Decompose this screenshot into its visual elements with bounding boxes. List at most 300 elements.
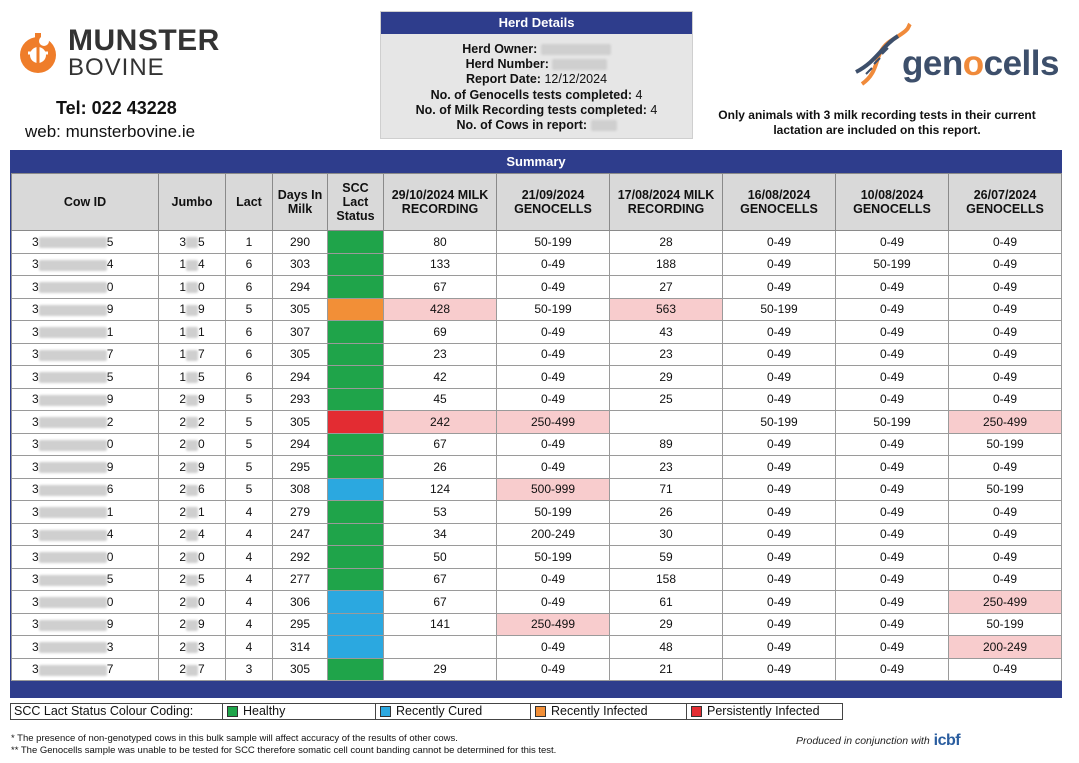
- test-5-cell: 0-49: [836, 523, 949, 546]
- redacted-digits: [39, 665, 107, 676]
- cow-id-last: 0: [106, 549, 114, 564]
- jumbo-cell: [159, 591, 226, 614]
- jumbo-first: 2: [179, 482, 186, 497]
- test-5-cell: 0-49: [836, 613, 949, 636]
- test-3-cell: 71: [610, 478, 723, 501]
- legend-label-recently-infected: Recently Infected: [551, 704, 648, 718]
- table-row: [12, 276, 1062, 299]
- jumbo-first: 2: [179, 639, 186, 654]
- redacted-digits: [186, 485, 198, 496]
- cow-id-first: 3: [32, 234, 39, 249]
- test-2-cell: 0-49: [497, 276, 610, 299]
- herd-number-line: [381, 57, 692, 72]
- cow-id-cell: [12, 478, 159, 501]
- test-5-cell: 0-49: [836, 298, 949, 321]
- herd-details-panel: [380, 11, 693, 139]
- test-1-cell: 50: [384, 546, 497, 569]
- redacted-herd-number: [552, 59, 607, 70]
- jumbo-last: 4: [198, 257, 205, 272]
- cow-id-first: 3: [32, 482, 39, 497]
- brand-name-line1: MUNSTER: [68, 24, 220, 57]
- redacted-digits: [186, 350, 198, 361]
- test-6-cell: 0-49: [949, 456, 1062, 479]
- days-in-milk-cell: 305: [273, 411, 328, 434]
- test-3-cell: 29: [610, 613, 723, 636]
- cow-id-last: 5: [106, 572, 114, 587]
- table-bottom-bar: [11, 681, 1061, 697]
- redacted-digits: [186, 642, 198, 653]
- test-2-cell: 0-49: [497, 433, 610, 456]
- cow-id-last: 7: [106, 347, 114, 362]
- scc-status-cell: [328, 231, 384, 254]
- test-2-cell: 0-49: [497, 321, 610, 344]
- legend-item-persistently-infected: [687, 704, 842, 719]
- test-4-cell: 0-49: [723, 456, 836, 479]
- redacted-digits: [39, 462, 107, 473]
- lact-cell: 5: [226, 298, 273, 321]
- test-2-cell: 50-199: [497, 298, 610, 321]
- cow-id-first: 3: [32, 257, 39, 272]
- lact-cell: 5: [226, 456, 273, 479]
- redacted-digits: [39, 237, 107, 248]
- legend-label-persistently-infected: Persistently Infected: [707, 704, 820, 718]
- lact-cell: 4: [226, 501, 273, 524]
- test-5-cell: 0-49: [836, 321, 949, 344]
- test-5-cell: 0-49: [836, 568, 949, 591]
- table-row: [12, 366, 1062, 389]
- scc-status-cell: [328, 276, 384, 299]
- genocells-wordmark: [902, 44, 1059, 84]
- jumbo-first: 2: [179, 572, 186, 587]
- test-5-cell: 0-49: [836, 343, 949, 366]
- cow-id-last: 7: [106, 662, 114, 677]
- cow-id-cell: [12, 388, 159, 411]
- cows-label: No. of Cows in report:: [456, 118, 588, 133]
- herd-owner-label: Herd Owner:: [462, 42, 538, 56]
- cow-id-cell: [12, 433, 159, 456]
- test-4-cell: 50-199: [723, 298, 836, 321]
- cow-id-last: 6: [106, 482, 114, 497]
- cow-id-first: 3: [32, 437, 39, 452]
- test-5-cell: 0-49: [836, 456, 949, 479]
- cow-id-first: 3: [32, 414, 39, 429]
- jumbo-cell: [159, 433, 226, 456]
- test-2-cell: 0-49: [497, 568, 610, 591]
- munster-bovine-logo-icon: [14, 29, 62, 77]
- test-1-cell: 67: [384, 433, 497, 456]
- cow-id-last: 4: [106, 257, 114, 272]
- redacted-digits: [39, 350, 107, 361]
- jumbo-first: 2: [179, 414, 186, 429]
- test-6-cell: 0-49: [949, 523, 1062, 546]
- cow-id-last: 2: [106, 414, 114, 429]
- jumbo-cell: [159, 658, 226, 681]
- test-2-cell: 250-499: [497, 613, 610, 636]
- test-4-cell: 0-49: [723, 523, 836, 546]
- test-6-cell: 250-499: [949, 411, 1062, 434]
- days-in-milk-cell: 305: [273, 658, 328, 681]
- cow-id-last: 0: [106, 437, 114, 452]
- footnote-1: * The presence of non-genotyped cows in this bulk sample will affect accuracy of the results of other cows.: [11, 733, 458, 744]
- cow-id-cell: [12, 636, 159, 659]
- jumbo-last: 0: [198, 279, 205, 294]
- days-in-milk-cell: 292: [273, 546, 328, 569]
- jumbo-last: 6: [198, 482, 205, 497]
- jumbo-cell: [159, 388, 226, 411]
- produced-in-conjunction: [796, 732, 960, 750]
- test-3-cell: 61: [610, 591, 723, 614]
- header-jumbo: Jumbo: [159, 174, 226, 231]
- jumbo-last: 7: [198, 662, 205, 677]
- cow-id-cell: [12, 546, 159, 569]
- redacted-digits: [186, 620, 198, 631]
- lact-cell: 5: [226, 388, 273, 411]
- days-in-milk-cell: 295: [273, 456, 328, 479]
- cow-id-last: 1: [106, 324, 114, 339]
- test-3-cell: 563: [610, 298, 723, 321]
- geno-tests-value: 4: [635, 87, 643, 102]
- genocells-word-part3: cells: [983, 44, 1059, 83]
- legend-label-healthy: Healthy: [243, 704, 286, 718]
- redacted-digits: [39, 372, 107, 383]
- test-4-cell: 0-49: [723, 388, 836, 411]
- lact-cell: 3: [226, 658, 273, 681]
- herd-number-label: Herd Number:: [465, 57, 549, 72]
- jumbo-cell: [159, 613, 226, 636]
- days-in-milk-cell: 294: [273, 276, 328, 299]
- test-6-cell: 0-49: [949, 388, 1062, 411]
- jumbo-cell: [159, 253, 226, 276]
- test-3-cell: 89: [610, 433, 723, 456]
- redacted-digits: [39, 485, 107, 496]
- table-body: [12, 231, 1062, 681]
- jumbo-first: 2: [179, 437, 186, 452]
- test-6-cell: 200-249: [949, 636, 1062, 659]
- test-3-cell: 188: [610, 253, 723, 276]
- test-6-cell: 0-49: [949, 253, 1062, 276]
- test-6-cell: 250-499: [949, 591, 1062, 614]
- cows-in-report-line: [381, 118, 692, 133]
- test-2-cell: 50-199: [497, 231, 610, 254]
- test-4-cell: 0-49: [723, 546, 836, 569]
- cow-id-cell: [12, 591, 159, 614]
- jumbo-cell: [159, 411, 226, 434]
- cow-id-last: 1: [106, 504, 114, 519]
- brand-name-line2: BOVINE: [68, 54, 165, 81]
- jumbo-first: 2: [179, 617, 186, 632]
- scc-status-cell: [328, 321, 384, 344]
- geno-tests-line: [381, 88, 692, 103]
- test-1-cell: 124: [384, 478, 497, 501]
- table-row: [12, 321, 1062, 344]
- header-test-3: 17/08/2024 MILK RECORDING: [610, 174, 723, 231]
- test-4-cell: 0-49: [723, 253, 836, 276]
- cow-id-last: 9: [106, 392, 114, 407]
- jumbo-last: 9: [198, 617, 205, 632]
- header-days-in-milk: Days In Milk: [273, 174, 328, 231]
- table-row: [12, 231, 1062, 254]
- test-6-cell: 0-49: [949, 276, 1062, 299]
- header-lact: Lact: [226, 174, 273, 231]
- redacted-digits: [186, 395, 198, 406]
- redacted-digits: [186, 305, 198, 316]
- lact-cell: 4: [226, 546, 273, 569]
- test-4-cell: 0-49: [723, 343, 836, 366]
- jumbo-first: 1: [179, 279, 186, 294]
- cow-id-first: 3: [32, 527, 39, 542]
- legend-swatch-healthy: [227, 706, 238, 717]
- scc-status-cell: [328, 478, 384, 501]
- test-6-cell: 50-199: [949, 613, 1062, 636]
- test-1-cell: 69: [384, 321, 497, 344]
- lact-cell: 5: [226, 478, 273, 501]
- lact-cell: 6: [226, 321, 273, 344]
- test-6-cell: 0-49: [949, 658, 1062, 681]
- redacted-digits: [39, 282, 107, 293]
- jumbo-last: 4: [198, 527, 205, 542]
- test-2-cell: 0-49: [497, 388, 610, 411]
- test-6-cell: 0-49: [949, 546, 1062, 569]
- test-3-cell: [610, 411, 723, 434]
- redacted-digits: [186, 372, 198, 383]
- jumbo-last: 9: [198, 392, 205, 407]
- legend-item-recently-infected: [531, 704, 687, 719]
- redacted-digits: [186, 552, 198, 563]
- jumbo-first: 2: [179, 594, 186, 609]
- redacted-digits: [39, 440, 107, 451]
- test-2-cell: 50-199: [497, 501, 610, 524]
- jumbo-cell: [159, 321, 226, 344]
- table-row: [12, 478, 1062, 501]
- header-test-6: 26/07/2024 GENOCELLS: [949, 174, 1062, 231]
- jumbo-first: 2: [179, 662, 186, 677]
- jumbo-last: 1: [198, 504, 205, 519]
- munster-bovine-logo: [14, 26, 234, 80]
- scc-status-cell: [328, 613, 384, 636]
- lact-cell: 4: [226, 568, 273, 591]
- jumbo-cell: [159, 478, 226, 501]
- jumbo-first: 1: [179, 369, 186, 384]
- scc-status-cell: [328, 591, 384, 614]
- cow-id-last: 9: [106, 617, 114, 632]
- jumbo-cell: [159, 636, 226, 659]
- days-in-milk-cell: 295: [273, 613, 328, 636]
- redacted-digits: [39, 305, 107, 316]
- test-6-cell: 0-49: [949, 298, 1062, 321]
- redacted-digits: [186, 417, 198, 428]
- cow-id-first: 3: [32, 594, 39, 609]
- jumbo-first: 2: [179, 549, 186, 564]
- scc-status-cell: [328, 298, 384, 321]
- test-1-cell: 42: [384, 366, 497, 389]
- days-in-milk-cell: 279: [273, 501, 328, 524]
- days-in-milk-cell: 305: [273, 298, 328, 321]
- test-4-cell: 0-49: [723, 501, 836, 524]
- table-row: [12, 613, 1062, 636]
- telephone: Tel: 022 43228: [56, 98, 177, 118]
- legend-swatch-recently-cured: [380, 706, 391, 717]
- cow-id-last: 4: [106, 527, 114, 542]
- table-row: [12, 343, 1062, 366]
- table-row: [12, 658, 1062, 681]
- scc-status-cell: [328, 546, 384, 569]
- test-4-cell: 0-49: [723, 636, 836, 659]
- lact-cell: 6: [226, 343, 273, 366]
- redacted-digits: [186, 260, 198, 271]
- cow-id-cell: [12, 276, 159, 299]
- jumbo-first: 2: [179, 504, 186, 519]
- scc-status-cell: [328, 501, 384, 524]
- herd-owner-line: [381, 42, 692, 57]
- redacted-digits: [39, 260, 107, 271]
- header-test-2: 21/09/2024 GENOCELLS: [497, 174, 610, 231]
- scc-status-cell: [328, 658, 384, 681]
- test-3-cell: 43: [610, 321, 723, 344]
- test-3-cell: 30: [610, 523, 723, 546]
- website: web: munsterbovine.ie: [25, 122, 196, 141]
- days-in-milk-cell: 290: [273, 231, 328, 254]
- table-row: [12, 388, 1062, 411]
- table-header-row: [12, 174, 1062, 231]
- test-4-cell: 0-49: [723, 276, 836, 299]
- summary-table-panel: [10, 150, 1062, 698]
- genocells-logo: [852, 22, 1067, 92]
- jumbo-first: 1: [179, 324, 186, 339]
- cow-id-cell: [12, 366, 159, 389]
- cow-id-first: 3: [32, 279, 39, 294]
- table-row: [12, 636, 1062, 659]
- test-2-cell: 0-49: [497, 636, 610, 659]
- lact-cell: 1: [226, 231, 273, 254]
- test-1-cell: 53: [384, 501, 497, 524]
- cow-id-cell: [12, 411, 159, 434]
- test-1-cell: 45: [384, 388, 497, 411]
- scc-status-cell: [328, 433, 384, 456]
- test-2-cell: 0-49: [497, 658, 610, 681]
- days-in-milk-cell: 306: [273, 591, 328, 614]
- test-1-cell: 67: [384, 568, 497, 591]
- redacted-digits: [39, 620, 107, 631]
- cow-id-first: 3: [32, 369, 39, 384]
- cow-id-last: 0: [106, 594, 114, 609]
- test-2-cell: 200-249: [497, 523, 610, 546]
- redacted-digits: [186, 462, 198, 473]
- cow-id-first: 3: [32, 302, 39, 317]
- redacted-digits: [39, 507, 107, 518]
- legend-item-healthy: [223, 704, 376, 719]
- herd-details-title: Herd Details: [381, 12, 692, 34]
- test-4-cell: 0-49: [723, 231, 836, 254]
- test-6-cell: 0-49: [949, 366, 1062, 389]
- test-6-cell: 0-49: [949, 321, 1062, 344]
- report-date-value: 12/12/2024: [544, 72, 608, 87]
- test-5-cell: 0-49: [836, 658, 949, 681]
- test-6-cell: 0-49: [949, 231, 1062, 254]
- cow-id-first: 3: [32, 324, 39, 339]
- test-5-cell: 0-49: [836, 388, 949, 411]
- cow-id-last: 9: [106, 302, 114, 317]
- test-2-cell: 500-999: [497, 478, 610, 501]
- legend-title: SCC Lact Status Colour Coding:: [11, 704, 223, 719]
- jumbo-last: 5: [198, 572, 205, 587]
- scc-status-cell: [328, 366, 384, 389]
- jumbo-first: 1: [179, 302, 186, 317]
- test-3-cell: 48: [610, 636, 723, 659]
- test-6-cell: 50-199: [949, 433, 1062, 456]
- test-3-cell: 21: [610, 658, 723, 681]
- jumbo-cell: [159, 298, 226, 321]
- milk-tests-label: No. of Milk Recording tests completed:: [415, 102, 647, 117]
- days-in-milk-cell: 314: [273, 636, 328, 659]
- table-row: [12, 433, 1062, 456]
- cow-id-cell: [12, 321, 159, 344]
- jumbo-last: 0: [198, 594, 205, 609]
- test-5-cell: 0-49: [836, 501, 949, 524]
- lact-cell: 4: [226, 636, 273, 659]
- test-5-cell: 0-49: [836, 591, 949, 614]
- jumbo-cell: [159, 568, 226, 591]
- test-1-cell: 26: [384, 456, 497, 479]
- summary-title: Summary: [506, 154, 566, 169]
- header-cow-id: Cow ID: [12, 174, 159, 231]
- legend-swatch-persistently-infected: [691, 706, 702, 717]
- test-2-cell: 0-49: [497, 366, 610, 389]
- test-3-cell: 28: [610, 231, 723, 254]
- test-6-cell: 0-49: [949, 568, 1062, 591]
- days-in-milk-cell: 294: [273, 433, 328, 456]
- test-2-cell: 250-499: [497, 411, 610, 434]
- test-1-cell: 428: [384, 298, 497, 321]
- test-4-cell: 0-49: [723, 591, 836, 614]
- redacted-digits: [39, 597, 107, 608]
- test-4-cell: 50-199: [723, 411, 836, 434]
- test-5-cell: 0-49: [836, 433, 949, 456]
- test-1-cell: 141: [384, 613, 497, 636]
- test-1-cell: 133: [384, 253, 497, 276]
- table-row: [12, 501, 1062, 524]
- table-row: [12, 411, 1062, 434]
- report-date-line: [381, 72, 692, 87]
- cow-id-first: 3: [32, 504, 39, 519]
- lact-cell: 6: [226, 253, 273, 276]
- cow-id-cell: [12, 658, 159, 681]
- test-1-cell: 29: [384, 658, 497, 681]
- legend-label-recently-cured: Recently Cured: [396, 704, 483, 718]
- jumbo-first: 2: [179, 527, 186, 542]
- scc-status-cell: [328, 523, 384, 546]
- test-1-cell: [384, 636, 497, 659]
- cow-id-first: 3: [32, 639, 39, 654]
- redacted-digits: [39, 552, 107, 563]
- lact-cell: 5: [226, 411, 273, 434]
- jumbo-cell: [159, 501, 226, 524]
- scc-status-cell: [328, 568, 384, 591]
- jumbo-last: 1: [198, 324, 205, 339]
- test-5-cell: 0-49: [836, 231, 949, 254]
- header-test-4: 16/08/2024 GENOCELLS: [723, 174, 836, 231]
- test-6-cell: 0-49: [949, 501, 1062, 524]
- table-row: [12, 253, 1062, 276]
- redacted-digits: [39, 417, 107, 428]
- test-3-cell: 25: [610, 388, 723, 411]
- test-5-cell: 0-49: [836, 636, 949, 659]
- cow-id-last: 0: [106, 279, 114, 294]
- header-test-5: 10/08/2024 GENOCELLS: [836, 174, 949, 231]
- cow-id-cell: [12, 298, 159, 321]
- cow-id-first: 3: [32, 617, 39, 632]
- jumbo-last: 3: [198, 639, 205, 654]
- lact-cell: 4: [226, 591, 273, 614]
